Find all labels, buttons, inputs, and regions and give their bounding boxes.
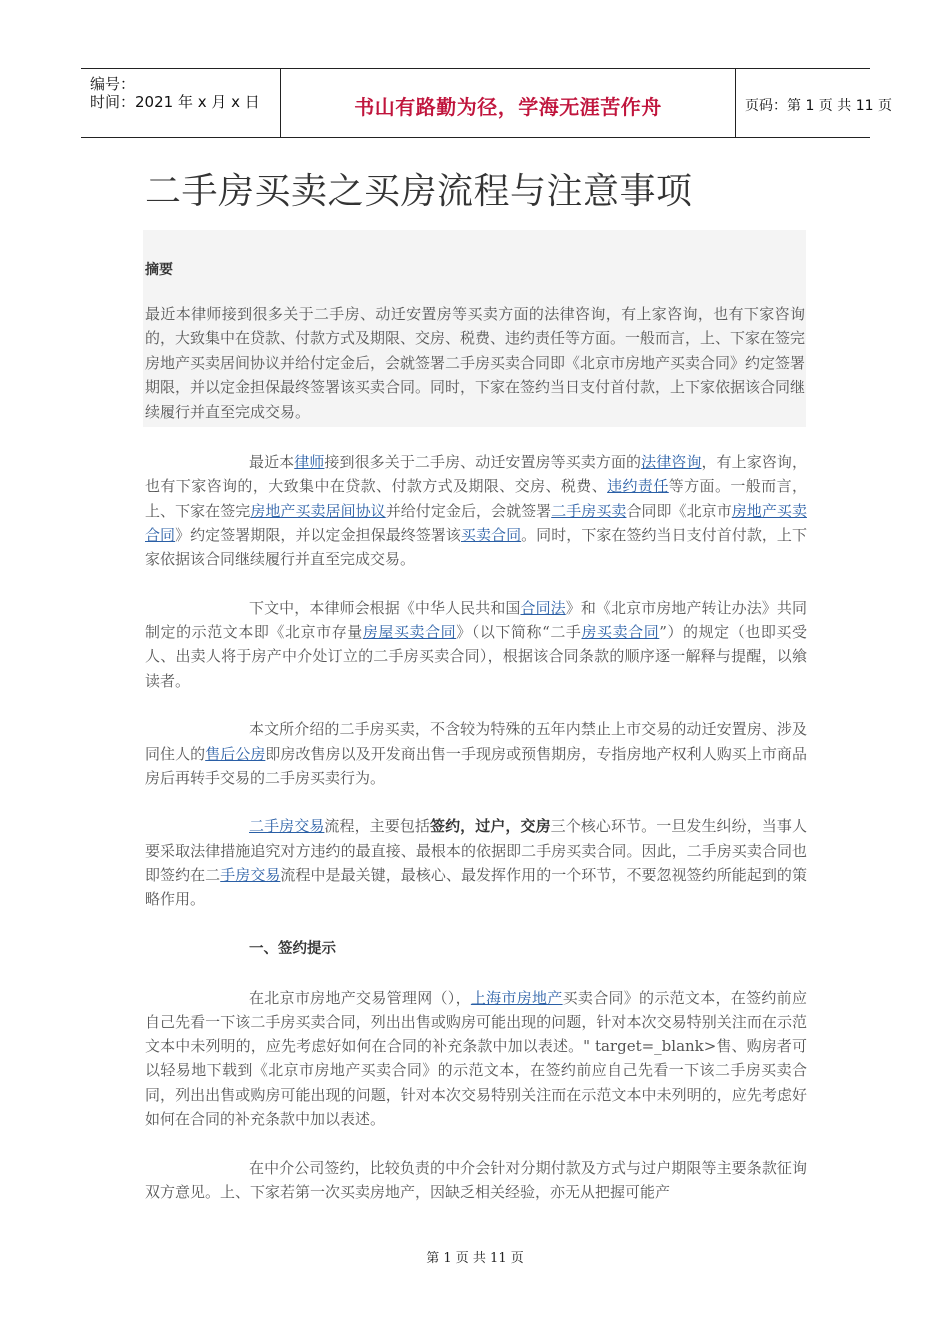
link-contract-law[interactable]: 合同法: [520, 598, 566, 617]
document-header: [81, 68, 892, 138]
link-legal-consult[interactable]: 法律咨询: [641, 453, 702, 471]
section-heading: [145, 936, 807, 961]
date-label: 时间：2021 年 x 月 x 日: [90, 93, 260, 111]
section-title: 一、签约提示: [249, 940, 336, 957]
link-house-sale-contract[interactable]: 房屋买卖合同: [362, 623, 457, 642]
abstract-box: [143, 230, 806, 427]
text-run: 等方面。一般而言，上、下家在签完: [145, 477, 807, 520]
header-page-cell: [736, 69, 892, 137]
link-brokerage-agreement[interactable]: 房地产买卖居间协议: [250, 501, 386, 520]
text-run: ”）的规定（也即买受人、出卖人将于房产中介处订立的二手房买卖合同），根据该合同条款的顺序逐一解释与提醒，以飨读者。: [145, 623, 807, 690]
link-house-sale-contract-short[interactable]: 房买卖合同: [581, 623, 660, 642]
text-run: 合同即《北京市: [626, 501, 732, 520]
header-meta-cell: [81, 69, 281, 137]
paragraph-sources: [145, 596, 807, 693]
motto-text: 书山有路勤为径，学海无涯苦作舟: [354, 95, 662, 119]
abstract-heading: 摘要: [145, 262, 173, 278]
abstract-text: 最近本律师接到很多关于二手房、动迁安置房等买卖方面的法律咨询，有上家咨询，也有下家咨询的，大致集中在贷款、付款方式及期限、交房、税费、违约责任等方面。一般而言，上、下家在签完房地产买卖居间协议并给付定金后，会就签署二手房买卖合同即《北京市房地产买卖合同》约定签署期限，并以定金担保最终签署该买卖合同。同时，下家在签约当日支付首付款，上下家依据该合同继续履行并直至完成交易。: [145, 305, 806, 421]
header-motto-cell: [281, 69, 736, 137]
bold-core-steps: 签约，过户，交房: [430, 817, 551, 836]
text-run: 接到很多关于二手房、动迁安置房等买卖方面的: [324, 453, 642, 471]
link-lawyer[interactable]: 律师: [294, 453, 325, 471]
text-run: 在北京市房地产交易管理网（），: [249, 988, 471, 1007]
link-public-housing[interactable]: 售后公房: [205, 744, 266, 763]
paragraph-intro: [145, 450, 807, 571]
text-run: ，有上家咨询，也有下家咨询的，大致集中在贷款、付款方式及期限、交房、税费、: [145, 453, 807, 496]
link-breach-liability[interactable]: 违约责任: [607, 477, 669, 496]
text-run: 》（以下简称“二手: [456, 623, 582, 642]
link-shanghai-property[interactable]: 上海市房地产: [470, 988, 563, 1007]
paragraph-process: [145, 814, 807, 911]
page-number-label: 页码：第 1 页 共 11 页: [745, 98, 892, 114]
text-run: 流程中是最关键，最核心、最发挥作用的一个环节，不要忽视签约所能起到的策略作用。: [145, 866, 807, 909]
page-footer: 第 1 页 共 11 页: [426, 1251, 524, 1266]
text-run: 买卖合同》的示范文本，在签约前应自己先看一下该二手房买卖合同，列出出售或购房可能出现的问题，针对本次交易特别关注而在示范文本中未列明的，应先考虑好如何在合同的补充条款中加以表述。" target=_blank>售、购房者可以轻易地下载到《北京市房地产买卖合同》的示范文本，在签约前应自己先看一下该二手房买卖合同，列出出售或购房可能出现的问题，针对本次交易特别关注而在示范文本中未列明的，应先考虑好如何在合同的补充条款中加以表述。: [145, 988, 807, 1129]
text-run: 。同时，下家在签约当日支付首付款，上下家依据该合同继续履行并直至完成交易。: [145, 525, 807, 569]
paragraph-scope: [145, 717, 807, 790]
link-second-hand-sale[interactable]: 二手房买卖: [551, 501, 627, 520]
text-run: 》和《北京市房地产转让办法》共同制定的示范文本即《北京市存量: [145, 598, 807, 642]
link-sale-contract[interactable]: 买卖合同: [460, 525, 522, 544]
text-run: 最近本: [249, 453, 295, 471]
link-trade-flow[interactable]: 手房交易: [220, 866, 281, 885]
article-body: [145, 450, 807, 1229]
text-run: 三个核心环节。一旦发生纠纷，当事人要采取法律措施追究对方违约的最直接、最根本的依据即二手房买卖合同。因此，二手房买卖合同也即签约在二: [145, 817, 807, 885]
link-second-hand-trade[interactable]: 二手房交易: [249, 817, 325, 836]
text-run: 并给付定金后，会就签署: [385, 501, 552, 520]
text-run: 》约定签署期限，并以定金担保最终签署该: [175, 525, 461, 544]
document-title: 二手房买卖之买房流程与注意事项: [145, 171, 693, 212]
serial-number-label: 编号：: [90, 75, 136, 93]
text-run: 下文中，本律师会根据《中华人民共和国: [249, 598, 521, 617]
paragraph-signing-tips: [145, 986, 807, 1132]
text-run: 本文所介绍的二手房买卖，不含较为特殊的五年内禁止上市交易的动迁安置房、涉及同住人的: [145, 720, 807, 763]
paragraph-agency: 在中介公司签约，比较负责的中介会针对分期付款及方式与过户期限等主要条款征询双方意见。上、下家若第一次买卖房地产，因缺乏相关经验，亦无从把握可能产: [145, 1158, 807, 1201]
text-run: 即房改售房以及开发商出售一手现房或预售期房，专指房地产权利人购买上市商品房后再转手交易的二手房买卖行为。: [145, 744, 807, 787]
text-run: 流程，主要包括: [324, 817, 430, 836]
link-property-contract[interactable]: 房地产买卖合同: [145, 501, 807, 544]
